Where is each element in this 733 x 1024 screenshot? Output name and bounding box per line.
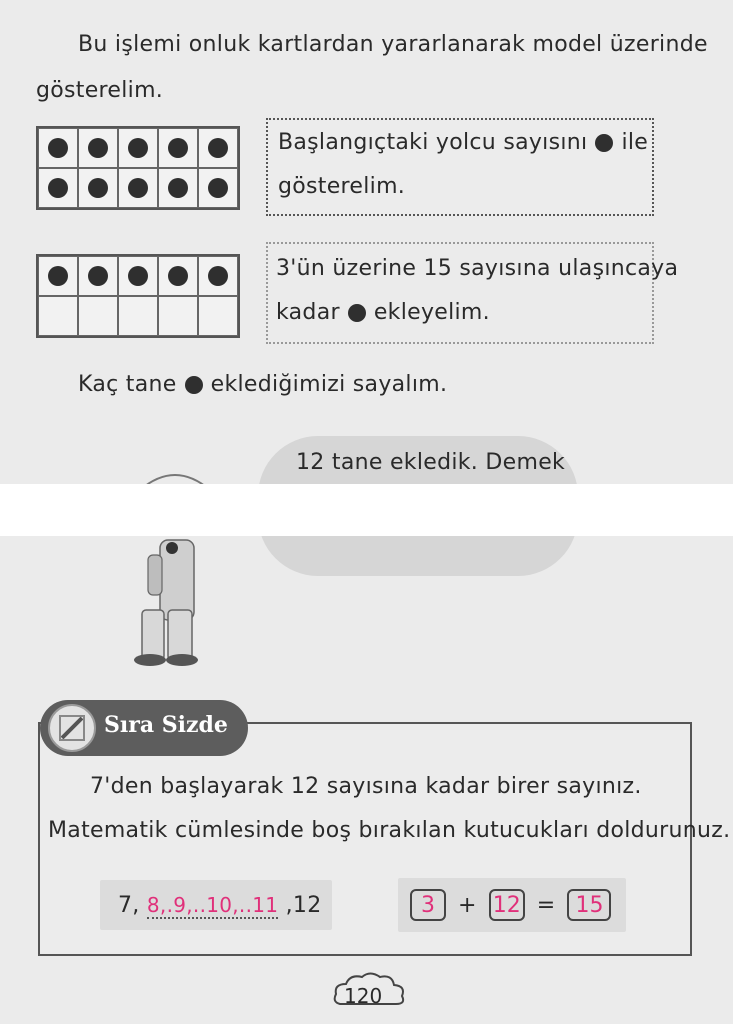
ten-frame-1 [36, 126, 240, 210]
exercise-line-1: 7'den başlayarak 12 sayısına kadar birer sayınız. [90, 774, 642, 799]
intro-line-1: Bu işlemi onluk kartlardan yararlanarak model üzerinde [78, 32, 708, 57]
counter-dot-icon [348, 304, 366, 322]
counter-dot [128, 178, 148, 198]
counter-dot [208, 266, 228, 286]
counter-dot-icon [185, 376, 203, 394]
counter-dot [128, 138, 148, 158]
counter-dot [48, 266, 68, 286]
sequence-answers: 8,.9,..10,..11 [146, 893, 279, 917]
math-sentence [410, 889, 611, 921]
equals-sign: = [536, 892, 556, 918]
counter-dot [48, 138, 68, 158]
page-number: 120 [344, 984, 383, 1008]
empty-cell [198, 296, 238, 336]
counter-dot [88, 138, 108, 158]
step-1-line-2: gösterelim. [278, 174, 406, 199]
counter-dot [48, 178, 68, 198]
answer-box-total: 15 [567, 889, 611, 921]
counter-dot [128, 266, 148, 286]
counting-sequence: 7, 8,.9,..10,..11 ,12 [118, 893, 322, 918]
empty-cell [118, 296, 158, 336]
answer-box-added: 12 [489, 889, 525, 921]
plus-sign: + [458, 892, 477, 918]
empty-cell [78, 296, 118, 336]
counter-dot-icon [595, 134, 613, 152]
step-2-line-2: kadar ekleyelim. [276, 300, 490, 325]
step-1-line-1: Başlangıçtaki yolcu sayısını ile [278, 130, 649, 155]
counter-dot [168, 138, 188, 158]
bubble-text: 12 tane ekledik. Demek [296, 450, 566, 475]
counter-dot [168, 178, 188, 198]
counter-dot [208, 178, 228, 198]
step-2-line-1: 3'ün üzerine 15 sayısına ulaşıncaya [276, 256, 679, 281]
counter-dot [208, 138, 228, 158]
counter-dot [88, 266, 108, 286]
empty-cell [158, 296, 198, 336]
counter-dot [88, 178, 108, 198]
answer-box-start: 3 [410, 889, 446, 921]
exercise-line-2: Matematik cümlesinde boş bırakılan kutucukları doldurunuz. [48, 818, 731, 843]
counter-dot [168, 266, 188, 286]
ten-frame-2 [36, 254, 240, 338]
sira-sizde-title: Sıra Sizde [104, 712, 228, 738]
intro-line-2: gösterelim. [36, 78, 164, 103]
pencil-icon [48, 704, 96, 752]
whiteout-strip [0, 484, 733, 536]
empty-cell [38, 296, 78, 336]
count-instruction: Kaç tane eklediğimizi sayalım. [78, 372, 448, 397]
